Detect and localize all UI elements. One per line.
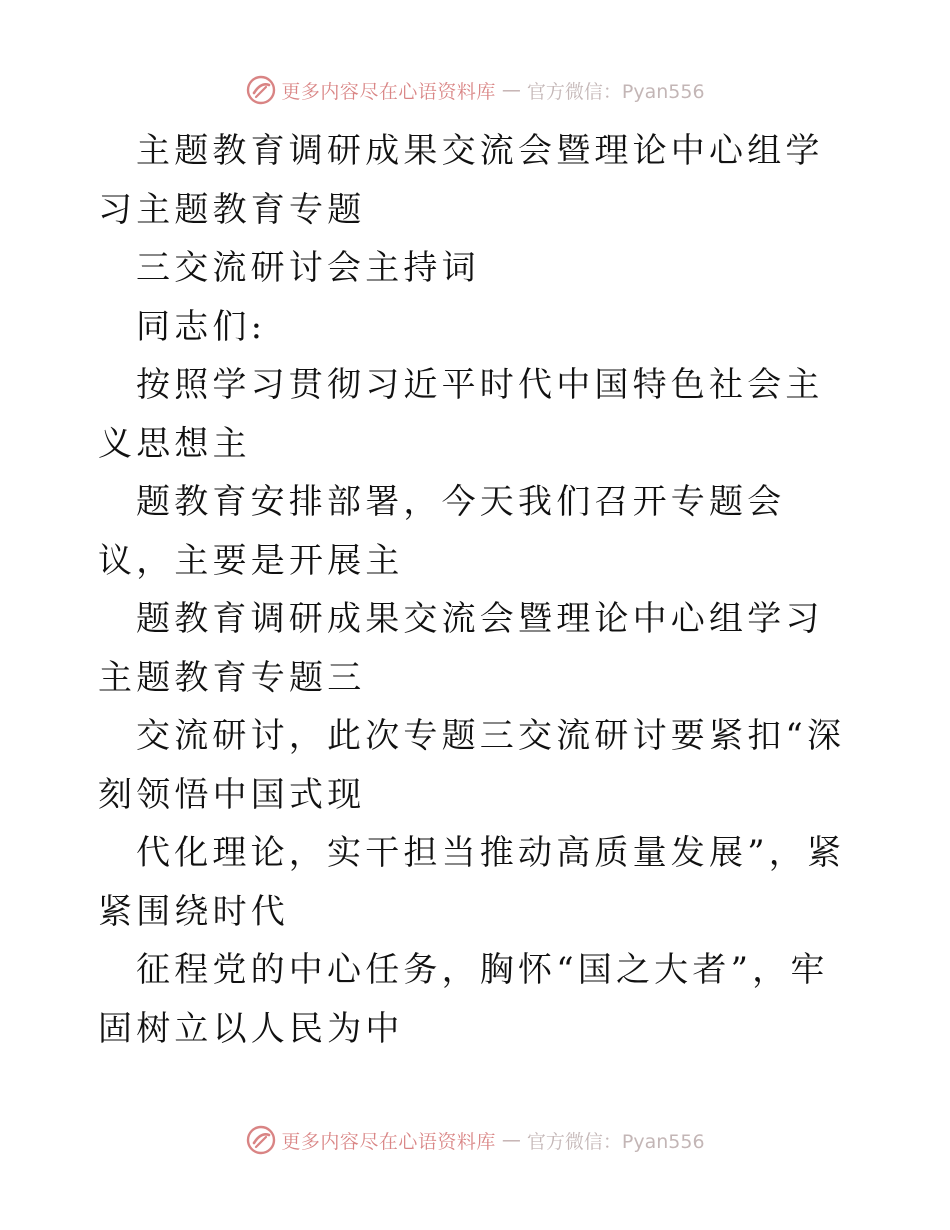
body-paragraph: 征程党的中心任务，胸怀“国之大者”，牢固树立以人民为中 [98, 950, 829, 1049]
body-paragraph: 按照学习贯彻习近平时代中国特色社会主义思想主 [98, 365, 824, 464]
document-title-line-2: 三交流研讨会主持词 [136, 248, 480, 288]
body-paragraph: 代化理论，实干担当推动高质量发展”，紧紧围绕时代 [98, 833, 846, 932]
body-paragraph: 题教育安排部署，今天我们召开专题会议，主要是开展主 [98, 482, 786, 581]
watermark-contact: 官方微信：Pyan556 [526, 80, 705, 103]
watermark-separator: — [501, 1129, 521, 1151]
body-paragraph: 题教育调研成果交流会暨理论中心组学习主题教育专题三 [98, 599, 824, 698]
watermark-logo-icon [245, 74, 277, 106]
body-paragraph: 交流研讨，此次专题三交流研讨要紧扣“深刻领悟中国式现 [98, 716, 846, 815]
watermark-text: 更多内容尽在心语资料库 [281, 1130, 496, 1153]
watermark-logo-icon [245, 1124, 277, 1156]
footer-watermark [0, 1124, 950, 1156]
watermark-separator: — [501, 79, 521, 101]
header-watermark [0, 74, 950, 106]
salutation: 同志们: [136, 306, 267, 347]
document-title-line-1: 主题教育调研成果交流会暨理论中心组学习主题教育专题 [98, 131, 824, 230]
watermark-text: 更多内容尽在心语资料库 [281, 80, 496, 103]
document-body [98, 122, 858, 1058]
watermark-contact: 官方微信：Pyan556 [526, 1130, 705, 1153]
